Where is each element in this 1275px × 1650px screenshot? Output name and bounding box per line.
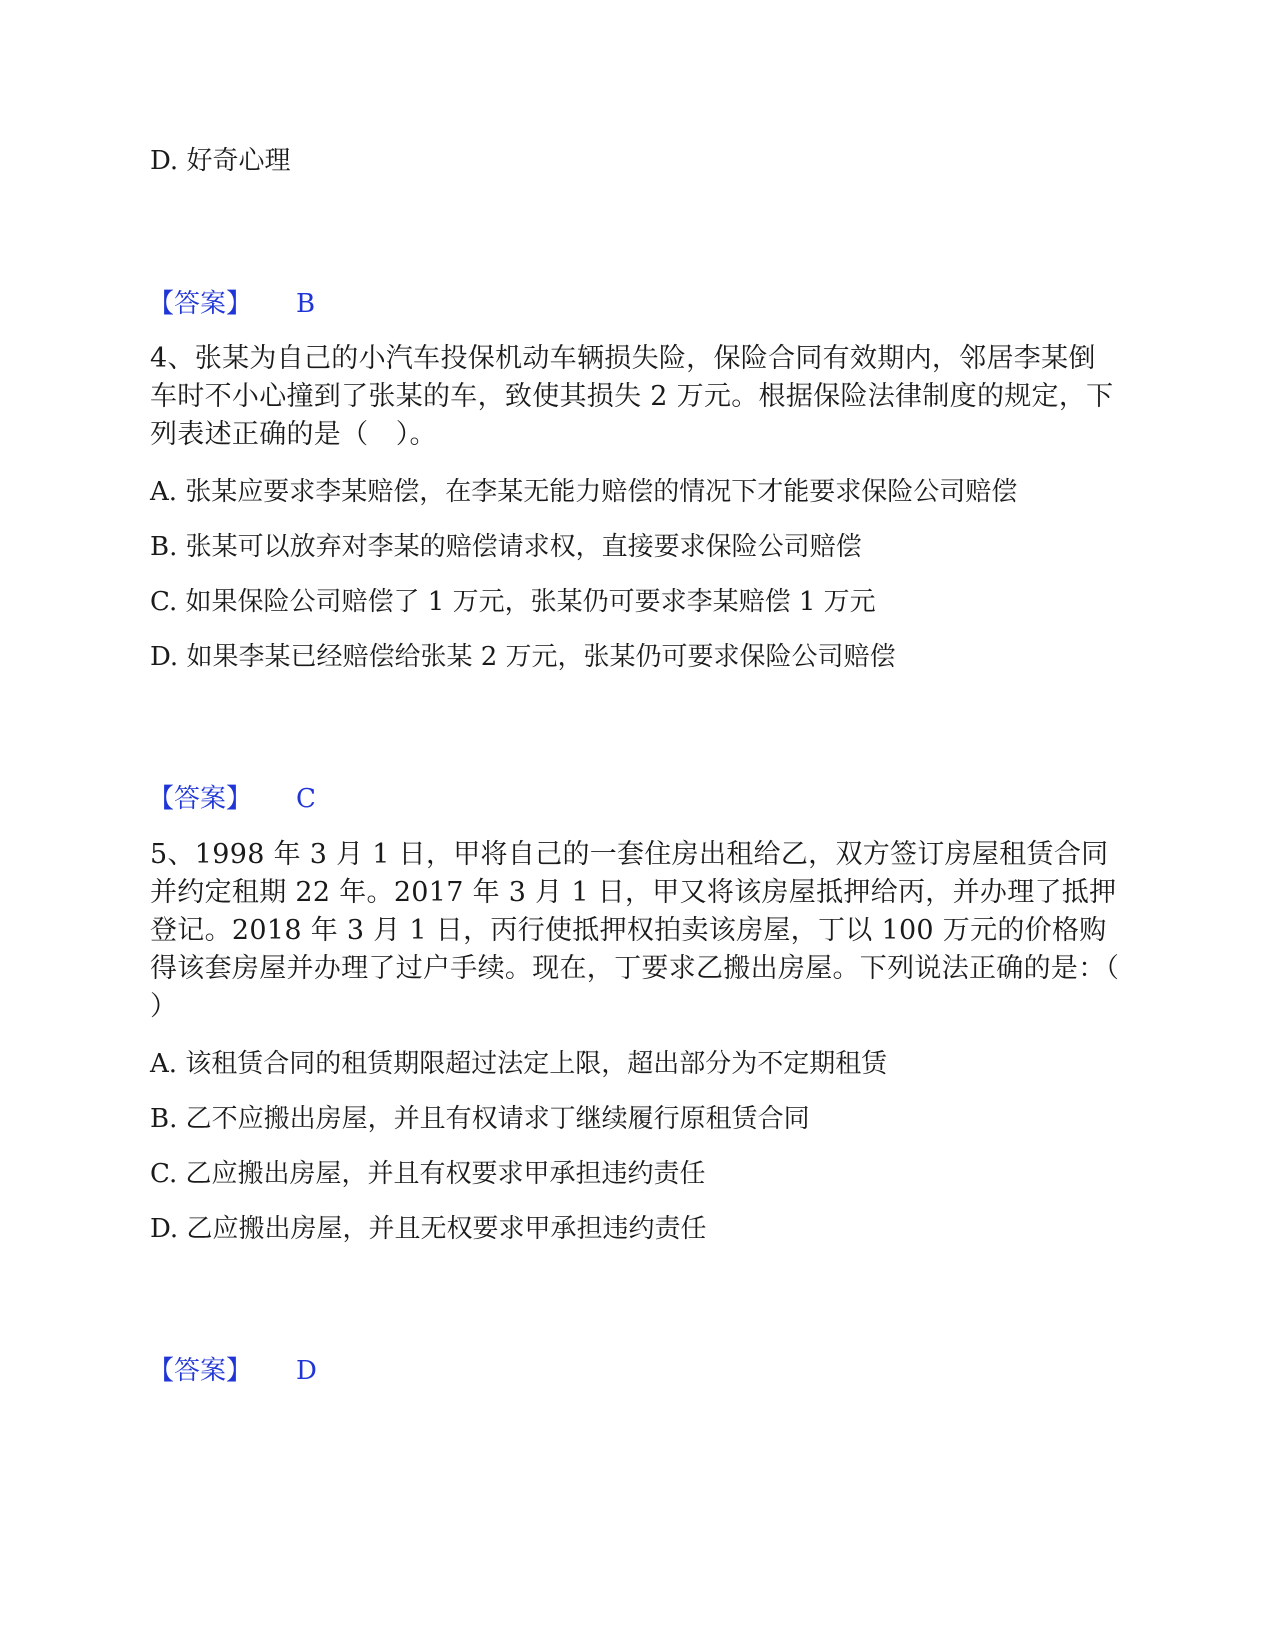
answer-label: 【答案】	[148, 784, 253, 814]
answer-value: C	[296, 784, 316, 814]
q4-option-b: B. 张某可以放弃对李某的赔偿请求权，直接要求保险公司赔偿	[150, 532, 862, 562]
q3-answer	[148, 285, 315, 323]
q5-option-a: A. 该租赁合同的租赁期限超过法定上限，超出部分为不定期租赁	[150, 1049, 888, 1079]
q4-option-a: A. 张某应要求李某赔偿，在李某无能力赔偿的情况下才能要求保险公司赔偿	[150, 477, 1018, 507]
answer-value: B	[296, 289, 316, 319]
q4-option-d: D. 如果李某已经赔偿给张某 2 万元，张某仍可要求保险公司赔偿	[150, 642, 896, 672]
q4-option-c: C. 如果保险公司赔偿了 1 万元，张某仍可要求李某赔偿 1 万元	[150, 587, 876, 617]
q5-option-c: C. 乙应搬出房屋，并且有权要求甲承担违约责任	[150, 1159, 706, 1189]
answer-label: 【答案】	[148, 289, 253, 319]
answer-value: D	[296, 1356, 317, 1386]
q5-option-d: D. 乙应搬出房屋，并且无权要求甲承担违约责任	[150, 1214, 707, 1244]
q5-answer	[148, 1352, 317, 1390]
q4-answer	[148, 780, 316, 818]
q4-stem: 4、张某为自己的小汽车投保机动车辆损失险，保险合同有效期内，邻居李某倒车时不小心撞到了张某的车，致使其损失 2 万元。根据保险法律制度的规定，下列表述正确的是（ ）。	[150, 343, 1114, 450]
q3-option-d: D. 好奇心理	[150, 146, 291, 176]
q5-option-b: B. 乙不应搬出房屋，并且有权请求丁继续履行原租赁合同	[150, 1104, 810, 1134]
q5-stem: 5、1998 年 3 月 1 日，甲将自己的一套住房出租给乙，双方签订房屋租赁合同并约定租期 22 年。2017 年 3 月 1 日，甲又将该房屋抵押给丙，并办理了抵押登记。2018 年 3 月 1 日，丙行使抵押权拍卖该房屋，丁以 100 万元的价格购得该套房屋并办理了过户手续。现在，丁要求乙搬出房屋。下列说法正确的是：（ ）	[150, 839, 1120, 1022]
answer-label: 【答案】	[148, 1356, 253, 1386]
